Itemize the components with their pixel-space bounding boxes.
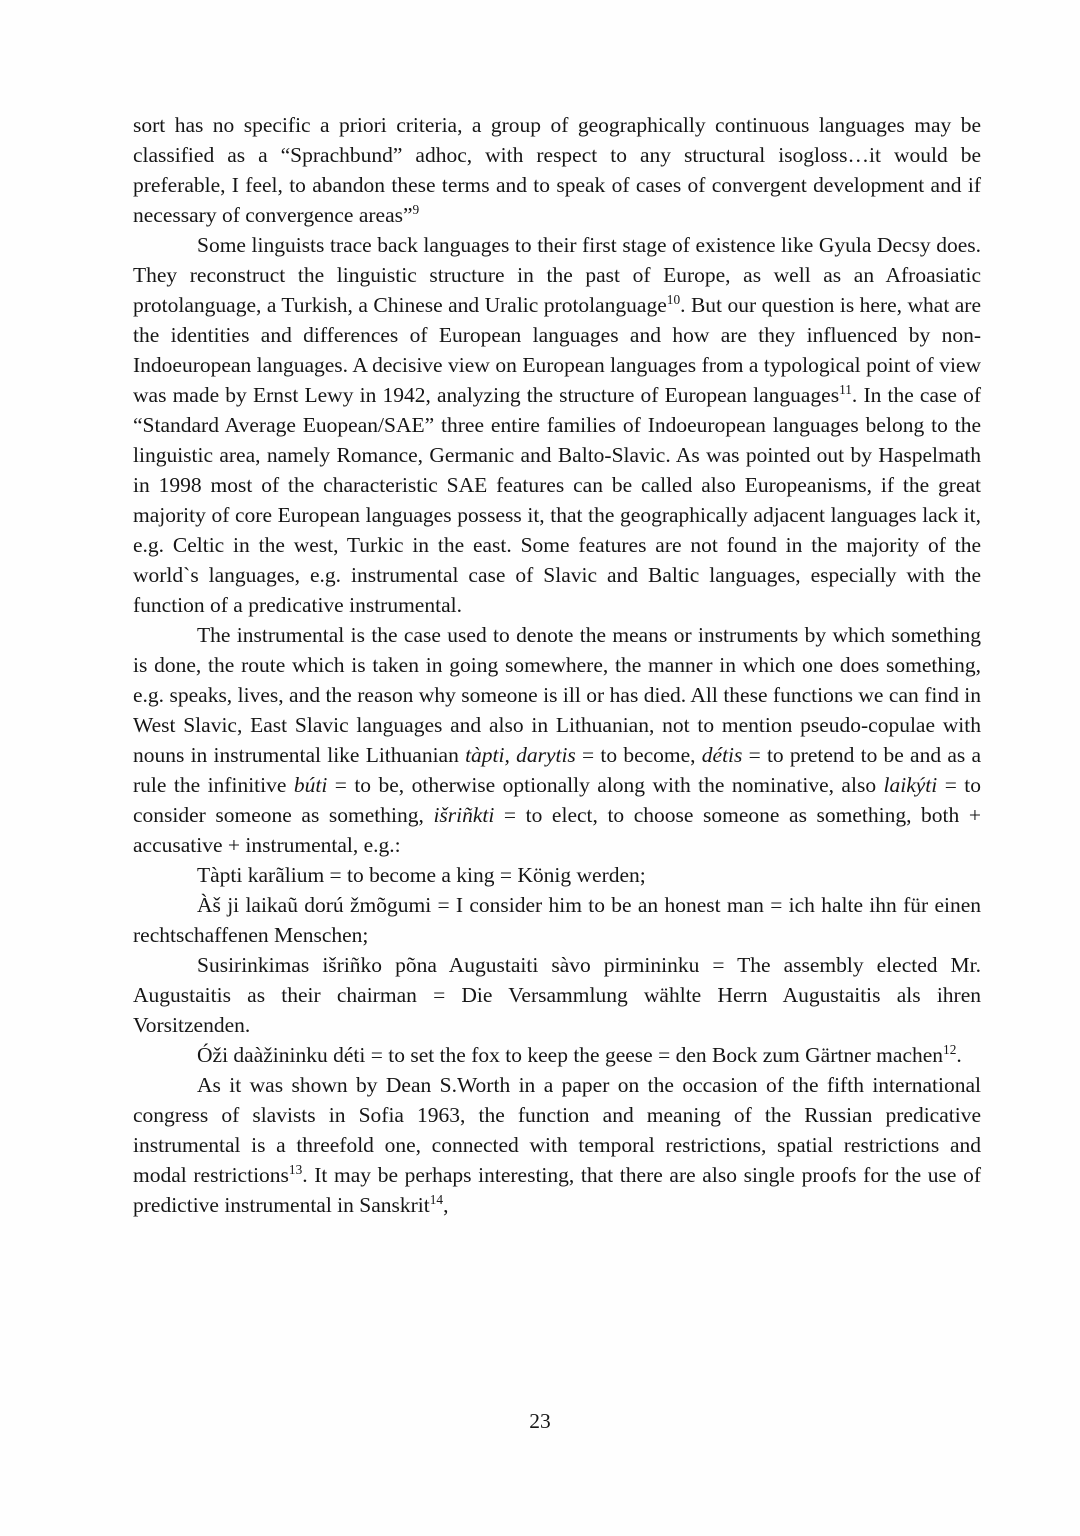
paragraph (133, 1070, 981, 1220)
text-run: = to pretend to be and as a rule the infinitive (133, 743, 981, 797)
footnote-marker: 10 (666, 291, 681, 307)
text-run: . (956, 1043, 962, 1067)
footnote-marker: 9 (412, 201, 420, 217)
text-run: Susirinkimas išriñko põna Augustaiti sàvo pirmininku = The assembly elected Mr. Augustaitis as their chairman = Die Versammlung wählte Herrn Augustaitis als ihren Vorsitzenden. (133, 953, 981, 1037)
paragraph (133, 890, 981, 950)
paragraph (133, 860, 981, 890)
italic-text-run: tàpti, darytis (465, 743, 576, 767)
text-run: = to be, otherwise optionally along with the nominative, also (327, 773, 884, 797)
footnote-marker: 11 (839, 381, 852, 397)
italic-text-run: détis (701, 743, 743, 767)
italic-text-run: laikýti (883, 773, 938, 797)
text-run: As it was shown by Dean S.Worth in a paper on the occasion of the fifth international congress of slavists in Sofia 1963, the function and meaning of the Russian predicative instrumental is a threefold one, connected with temporal restrictions, spatial restrictions and modal restrictions (133, 1073, 981, 1187)
text-run: . But our question is here, what are the identities and differences of European languages and how are they influenced by non-Indoeuropean languages. A decisive view on European languages from a typological point of view was made by Ernst Lewy in 1942, analyzing the structure of European languages (133, 293, 982, 407)
text-run: , (443, 1193, 449, 1217)
page-number: 23 (529, 1409, 551, 1433)
paragraph (133, 620, 981, 860)
text-run: = to become, (575, 743, 702, 767)
footnote-marker: 14 (429, 1191, 444, 1207)
paragraph (133, 230, 981, 620)
footnote-marker: 13 (288, 1161, 303, 1177)
text-run: = to elect, to choose someone as something, both + accusative + instrumental, e.g.: (133, 803, 981, 857)
paragraph (133, 1040, 981, 1070)
text-run: Àš ji laikaũ dorú žmõgumi = I consider him to be an honest man = ich halte ihn für einen rechtschaffenen Menschen; (133, 893, 981, 947)
italic-text-run: búti (293, 773, 328, 797)
text-run: . It may be perhaps interesting, that there are also single proofs for the use of predictive instrumental in Sanskrit (133, 1163, 981, 1217)
footnote-marker: 12 (943, 1041, 957, 1057)
text-run: Tàpti karãlium = to become a king = König werden; (197, 863, 646, 887)
text-run: sort has no specific a priori criteria, a group of geographically continuous languages may be classified as a “Sprachbund” adhoc, with respect to any structural isogloss…it would be preferable, I feel, to abandon these terms and to speak of cases of convergent development and if necessary of convergence areas” (133, 113, 981, 227)
text-run: Some linguists trace back languages to their first stage of existence like Gyula Decsy does. They reconstruct the linguistic structure in the past of Europe, as well as an Afroasiatic protolanguage, a Turkish, a Chinese and Uralic protolanguage (133, 233, 981, 317)
italic-text-run: išriñkti (433, 803, 495, 827)
text-run: Óži daàžininku déti = to set the fox to keep the geese = den Bock zum Gärtner machen (197, 1043, 944, 1067)
paragraph (133, 110, 981, 230)
text-block (133, 110, 981, 1220)
paragraph (133, 950, 981, 1040)
text-run: = to consider someone as something, (133, 773, 981, 827)
text-run: The instrumental is the case used to denote the means or instruments by which something is done, the route which is taken in going somewhere, the manner in which one does something, e.g. speaks, lives, and the reason why someone is ill or has died. All these functions we can find in West Slavic, East Slavic languages and also in Lithuanian, not to mention pseudo-copulae with nouns in instrumental like Lithuanian (133, 623, 981, 767)
text-run: . In the case of “Standard Average Euopean/SAE” three entire families of Indoeuropean languages belong to the linguistic area, namely Romance, Germanic and Balto-Slavic. As was pointed out by Haspelmath in 1998 most of the characteristic SAE features can be called also Europeanisms, if the great majority of core European languages possess it, that the geographically adjacent languages lack it, e.g. Celtic in the west, Turkic in the east. Some features are not found in the majority of the world`s languages, e.g. instrumental case of Slavic and Baltic languages, especially with the function of a predicative instrumental. (133, 383, 981, 617)
